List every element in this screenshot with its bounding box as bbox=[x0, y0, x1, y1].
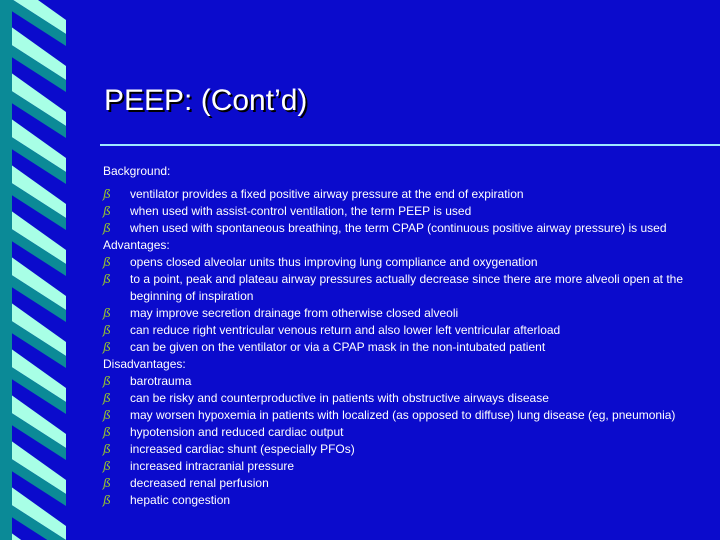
list-item-text: hepatic congestion bbox=[130, 493, 231, 507]
list-item bbox=[103, 254, 693, 271]
bullet-icon: ß bbox=[103, 323, 112, 337]
bullet-icon: ß bbox=[103, 340, 112, 354]
list-item-text: decreased renal perfusion bbox=[130, 476, 269, 490]
list-item bbox=[103, 441, 693, 458]
list-item-text: can reduce right ventricular venous return and also lower left ventricular afterload bbox=[130, 323, 561, 337]
list-item bbox=[103, 305, 693, 322]
list-item-text: to a point, peak and plateau airway pressures actually decrease since there are more alveoli open at the beginning of inspiration bbox=[130, 272, 683, 303]
section-heading-background: Background: bbox=[103, 164, 171, 178]
disadvantages-list bbox=[103, 373, 693, 509]
bullet-icon: ß bbox=[103, 204, 112, 218]
bullet-icon: ß bbox=[103, 408, 112, 422]
list-item-text: when used with spontaneous breathing, the term CPAP (continuous positive airway pressure) is used bbox=[130, 221, 667, 235]
background-list bbox=[103, 186, 693, 237]
list-item-text: may improve secretion drainage from otherwise closed alveoli bbox=[130, 306, 459, 320]
list-item-text: hypotension and reduced cardiac output bbox=[130, 425, 344, 439]
list-item bbox=[103, 390, 693, 407]
bullet-icon: ß bbox=[103, 187, 112, 201]
list-item bbox=[103, 407, 693, 424]
bullet-icon: ß bbox=[103, 391, 112, 405]
list-item-text: may worsen hypoxemia in patients with localized (as opposed to diffuse) lung disease (eg, pneumonia) bbox=[130, 408, 676, 422]
list-item bbox=[103, 458, 693, 475]
bullet-icon: ß bbox=[103, 425, 112, 439]
list-item bbox=[103, 373, 693, 390]
slide-title: PEEP: (Cont’d) bbox=[104, 84, 308, 117]
bullet-icon: ß bbox=[103, 272, 112, 286]
list-item bbox=[103, 186, 693, 203]
list-item bbox=[103, 492, 693, 509]
list-item bbox=[103, 339, 693, 356]
list-item bbox=[103, 475, 693, 492]
bullet-icon: ß bbox=[103, 442, 112, 456]
bullet-icon: ß bbox=[103, 493, 112, 507]
list-item-text: barotrauma bbox=[130, 374, 192, 388]
list-item-text: when used with assist-control ventilation, the term PEEP is used bbox=[130, 204, 472, 218]
list-item bbox=[103, 203, 693, 220]
list-item-text: increased intracranial pressure bbox=[130, 459, 295, 473]
list-item bbox=[103, 271, 693, 305]
list-item-text: can be given on the ventilator or via a CPAP mask in the non-intubated patient bbox=[130, 340, 546, 354]
list-item bbox=[103, 322, 693, 339]
ribbon-edge bbox=[0, 0, 12, 540]
list-item bbox=[103, 220, 693, 237]
list-item-text: can be risky and counterproductive in patients with obstructive airways disease bbox=[130, 391, 549, 405]
bullet-icon: ß bbox=[103, 221, 112, 235]
bullet-icon: ß bbox=[103, 374, 112, 388]
slide-body bbox=[103, 163, 693, 509]
bullet-icon: ß bbox=[103, 255, 112, 269]
title-divider bbox=[100, 144, 720, 146]
list-item-text: ventilator provides a fixed positive airway pressure at the end of expiration bbox=[130, 187, 524, 201]
list-item-text: increased cardiac shunt (especially PFOs) bbox=[130, 442, 355, 456]
bullet-icon: ß bbox=[103, 476, 112, 490]
decorative-ribbon bbox=[0, 0, 90, 540]
list-item bbox=[103, 424, 693, 441]
section-heading-disadvantages: Disadvantages: bbox=[103, 357, 186, 371]
section-heading-advantages: Advantages: bbox=[103, 238, 170, 252]
list-item-text: opens closed alveolar units thus improving lung compliance and oxygenation bbox=[130, 255, 538, 269]
advantages-list bbox=[103, 254, 693, 356]
bullet-icon: ß bbox=[103, 306, 112, 320]
bullet-icon: ß bbox=[103, 459, 112, 473]
